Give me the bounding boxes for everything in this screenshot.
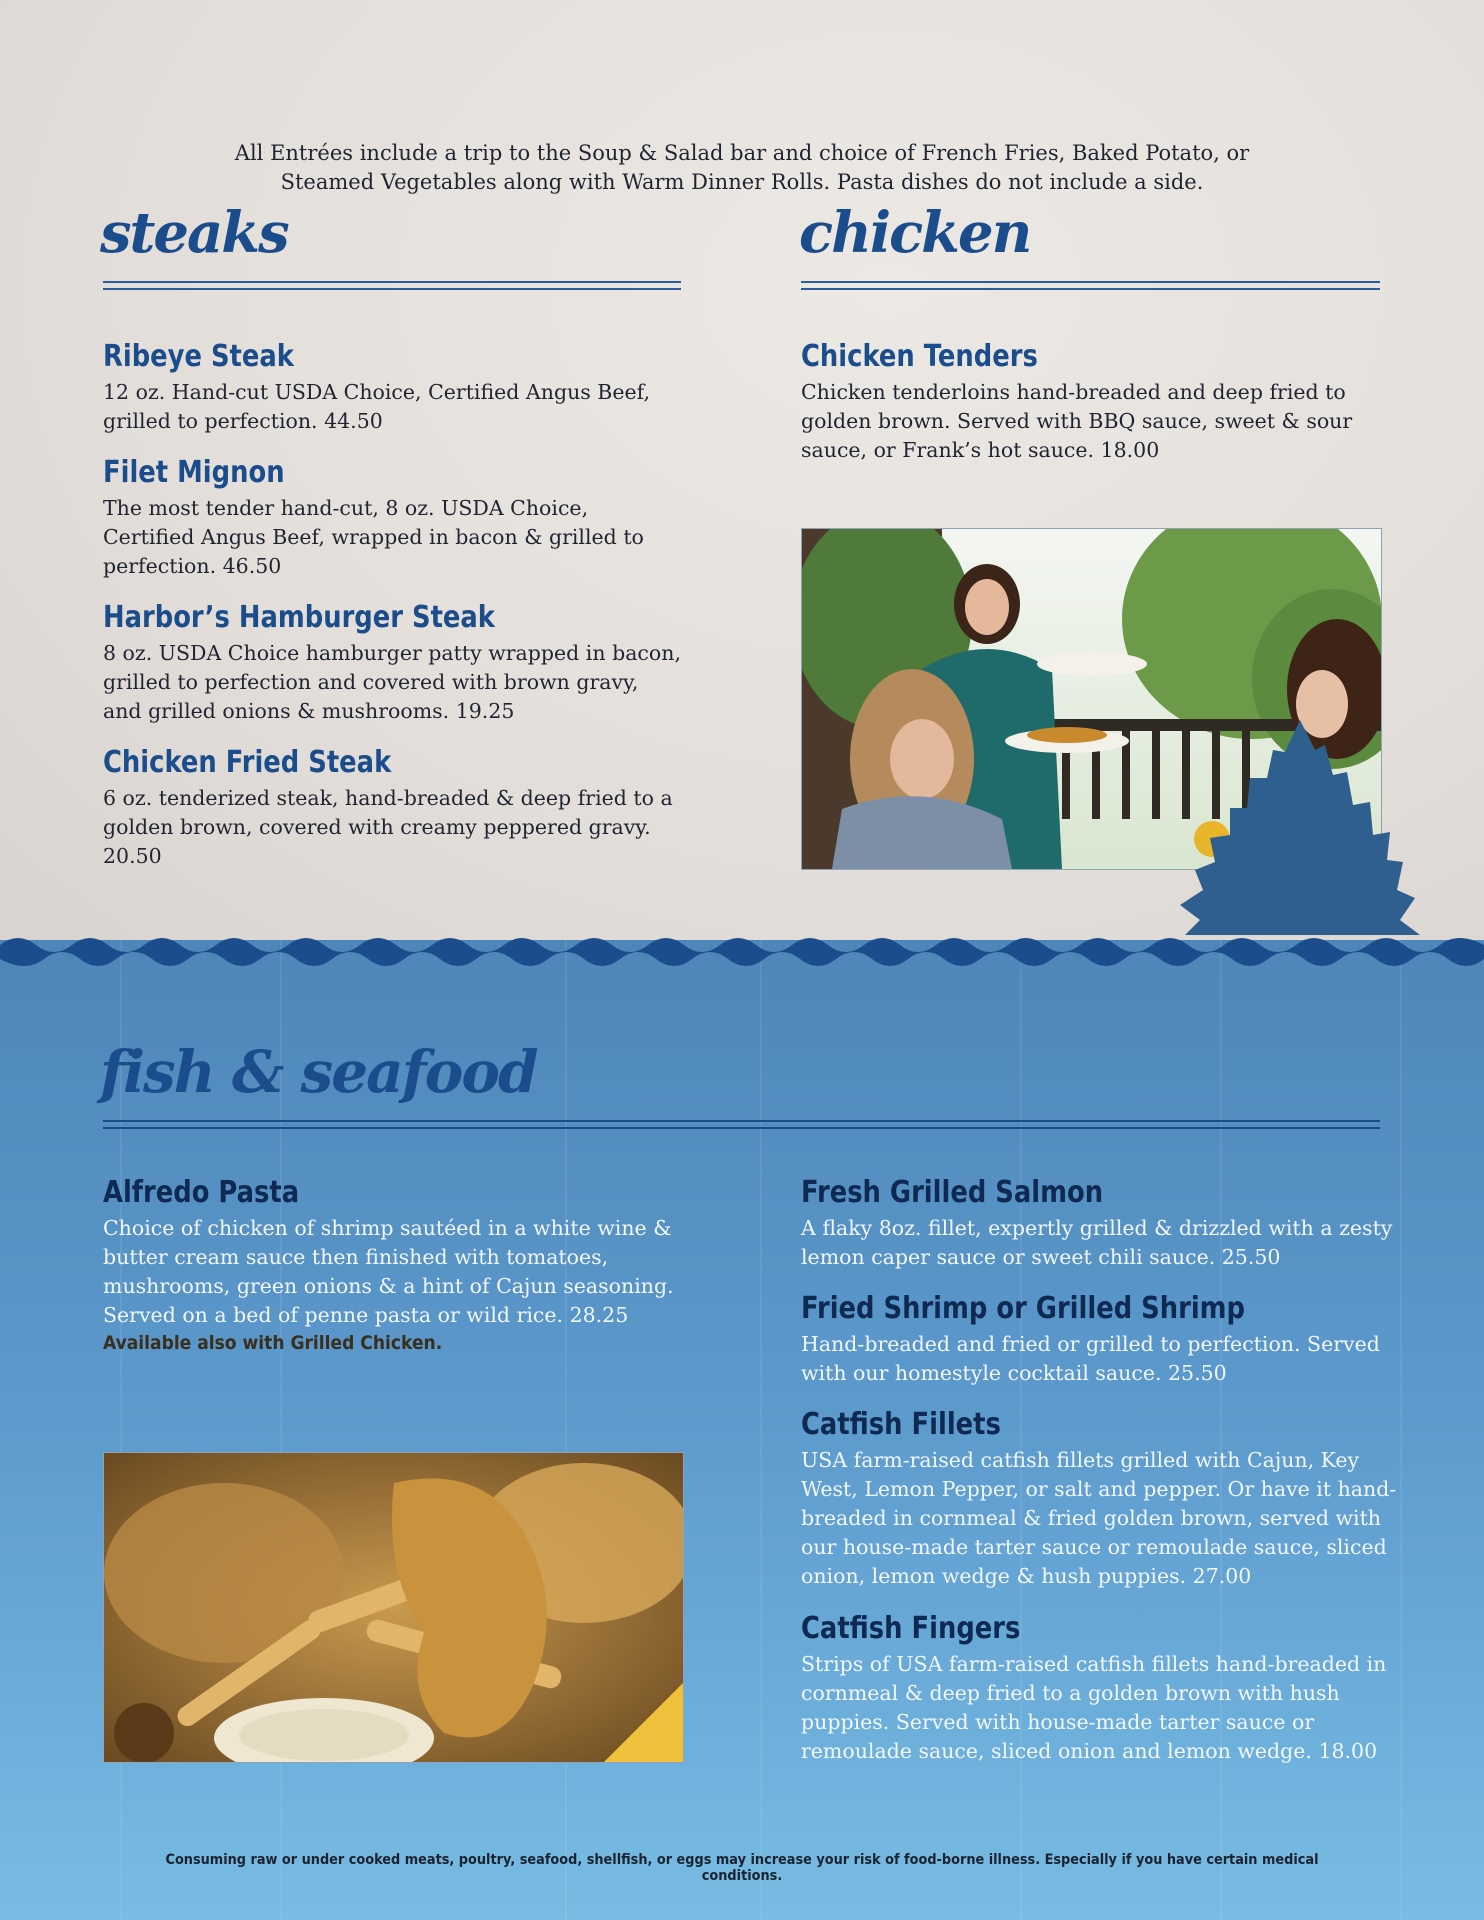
section-title-seafood: fish & seafood [100,1038,537,1106]
menu-item-alfredo-pasta [103,1176,693,1354]
menu-item-ribeye [103,340,683,436]
item-name: Filet Mignon [103,455,285,490]
item-name: Fresh Grilled Salmon [801,1175,1104,1210]
item-name: Ribeye Steak [103,339,294,374]
steaks-rule-1 [103,281,681,283]
pine-tree-icon [1175,720,1425,950]
item-description: 6 oz. tenderized steak, hand-breaded & deep fried to a golden brown, covered with creamy peppered gravy. 20.50 [103,786,673,868]
item-name: Chicken Fried Steak [103,745,392,780]
item-name: Chicken Tenders [801,339,1038,374]
item-description: USA farm-raised catfish fillets grilled with Cajun, Key West, Lemon Pepper, or salt and pepper. Or have it hand-breaded in cornmeal & fried golden brown, served with our house-made tarter sauce or remoulade sauce, sliced onion, lemon wedge & hush puppies. 27.00 [801,1448,1397,1588]
item-name: Fried Shrimp or Grilled Shrimp [801,1291,1246,1326]
item-name: Catfish Fingers [801,1611,1021,1646]
item-description: Strips of USA farm-raised catfish fillets hand-breaded in cornmeal & deep fried to a golden brown with hush puppies. Served with house-made tarter sauce or remoulade sauce, sliced onion and lemon wedge. 18.00 [801,1652,1387,1763]
item-description: Chicken tenderloins hand-breaded and deep fried to golden brown. Served with BBQ sauce, sweet & sour sauce, or Frank’s hot sauce. 18.00 [801,380,1353,462]
item-description: 12 oz. Hand-cut USDA Choice, Certified Angus Beef, grilled to perfection. 44.50 [103,380,651,433]
section-title-steaks: steaks [100,200,288,266]
menu-item-hamburger-steak [103,601,683,726]
item-name: Harbor’s Hamburger Steak [103,600,495,635]
item-description: The most tender hand-cut, 8 oz. USDA Choice, Certified Angus Beef, wrapped in bacon & grilled to perfection. 46.50 [103,496,644,578]
section-title-chicken: chicken [799,200,1031,266]
intro-text: All Entrées include a trip to the Soup & Salad bar and choice of French Fries, Baked Potato, or Steamed Vegetables along with Warm Dinner Rolls. Pasta dishes do not include a side. [234,141,1250,194]
item-name: Alfredo Pasta [103,1175,300,1210]
chicken-rule-2 [801,288,1380,290]
menu-item-shrimp [801,1292,1401,1388]
item-description: Hand-breaded and fried or grilled to perfection. Served with our homestyle cocktail sauce. 25.50 [801,1332,1380,1385]
menu-item-grilled-salmon [801,1176,1401,1272]
item-description: A flaky 8oz. fillet, expertly grilled & drizzled with a zesty lemon caper sauce or sweet chili sauce. 25.50 [801,1216,1393,1269]
steaks-rule-2 [103,288,681,290]
item-name: Catfish Fillets [801,1407,1001,1442]
chicken-rule-1 [801,281,1380,283]
food-safety-disclaimer: Consuming raw or under cooked meats, poultry, seafood, shellfish, or eggs may increase your risk of food-borne illness. Especially if you have certain medical conditions. [165,1852,1319,1884]
menu-item-catfish-fillets [801,1408,1401,1591]
catfish-photo [103,1452,684,1763]
menu-item-filet-mignon [103,456,683,581]
menu-item-catfish-fingers [801,1612,1401,1766]
seafood-rule-2 [103,1127,1380,1129]
seafood-rule-1 [103,1120,1380,1122]
menu-item-chicken-fried-steak [103,746,683,871]
item-description: Choice of chicken of shrimp sautéed in a white wine & butter cream sauce then finished with tomatoes, mushrooms, green onions & a hint of Cajun seasoning. Served on a bed of penne pasta or wild rice. 28.25 [103,1216,674,1327]
item-note: Available also with Grilled Chicken. [103,1332,443,1354]
item-description: 8 oz. USDA Choice hamburger patty wrapped in bacon, grilled to perfection and covered with brown gravy, and grilled onions & mushrooms. 19.25 [103,641,681,723]
menu-item-chicken-tenders [801,340,1391,465]
